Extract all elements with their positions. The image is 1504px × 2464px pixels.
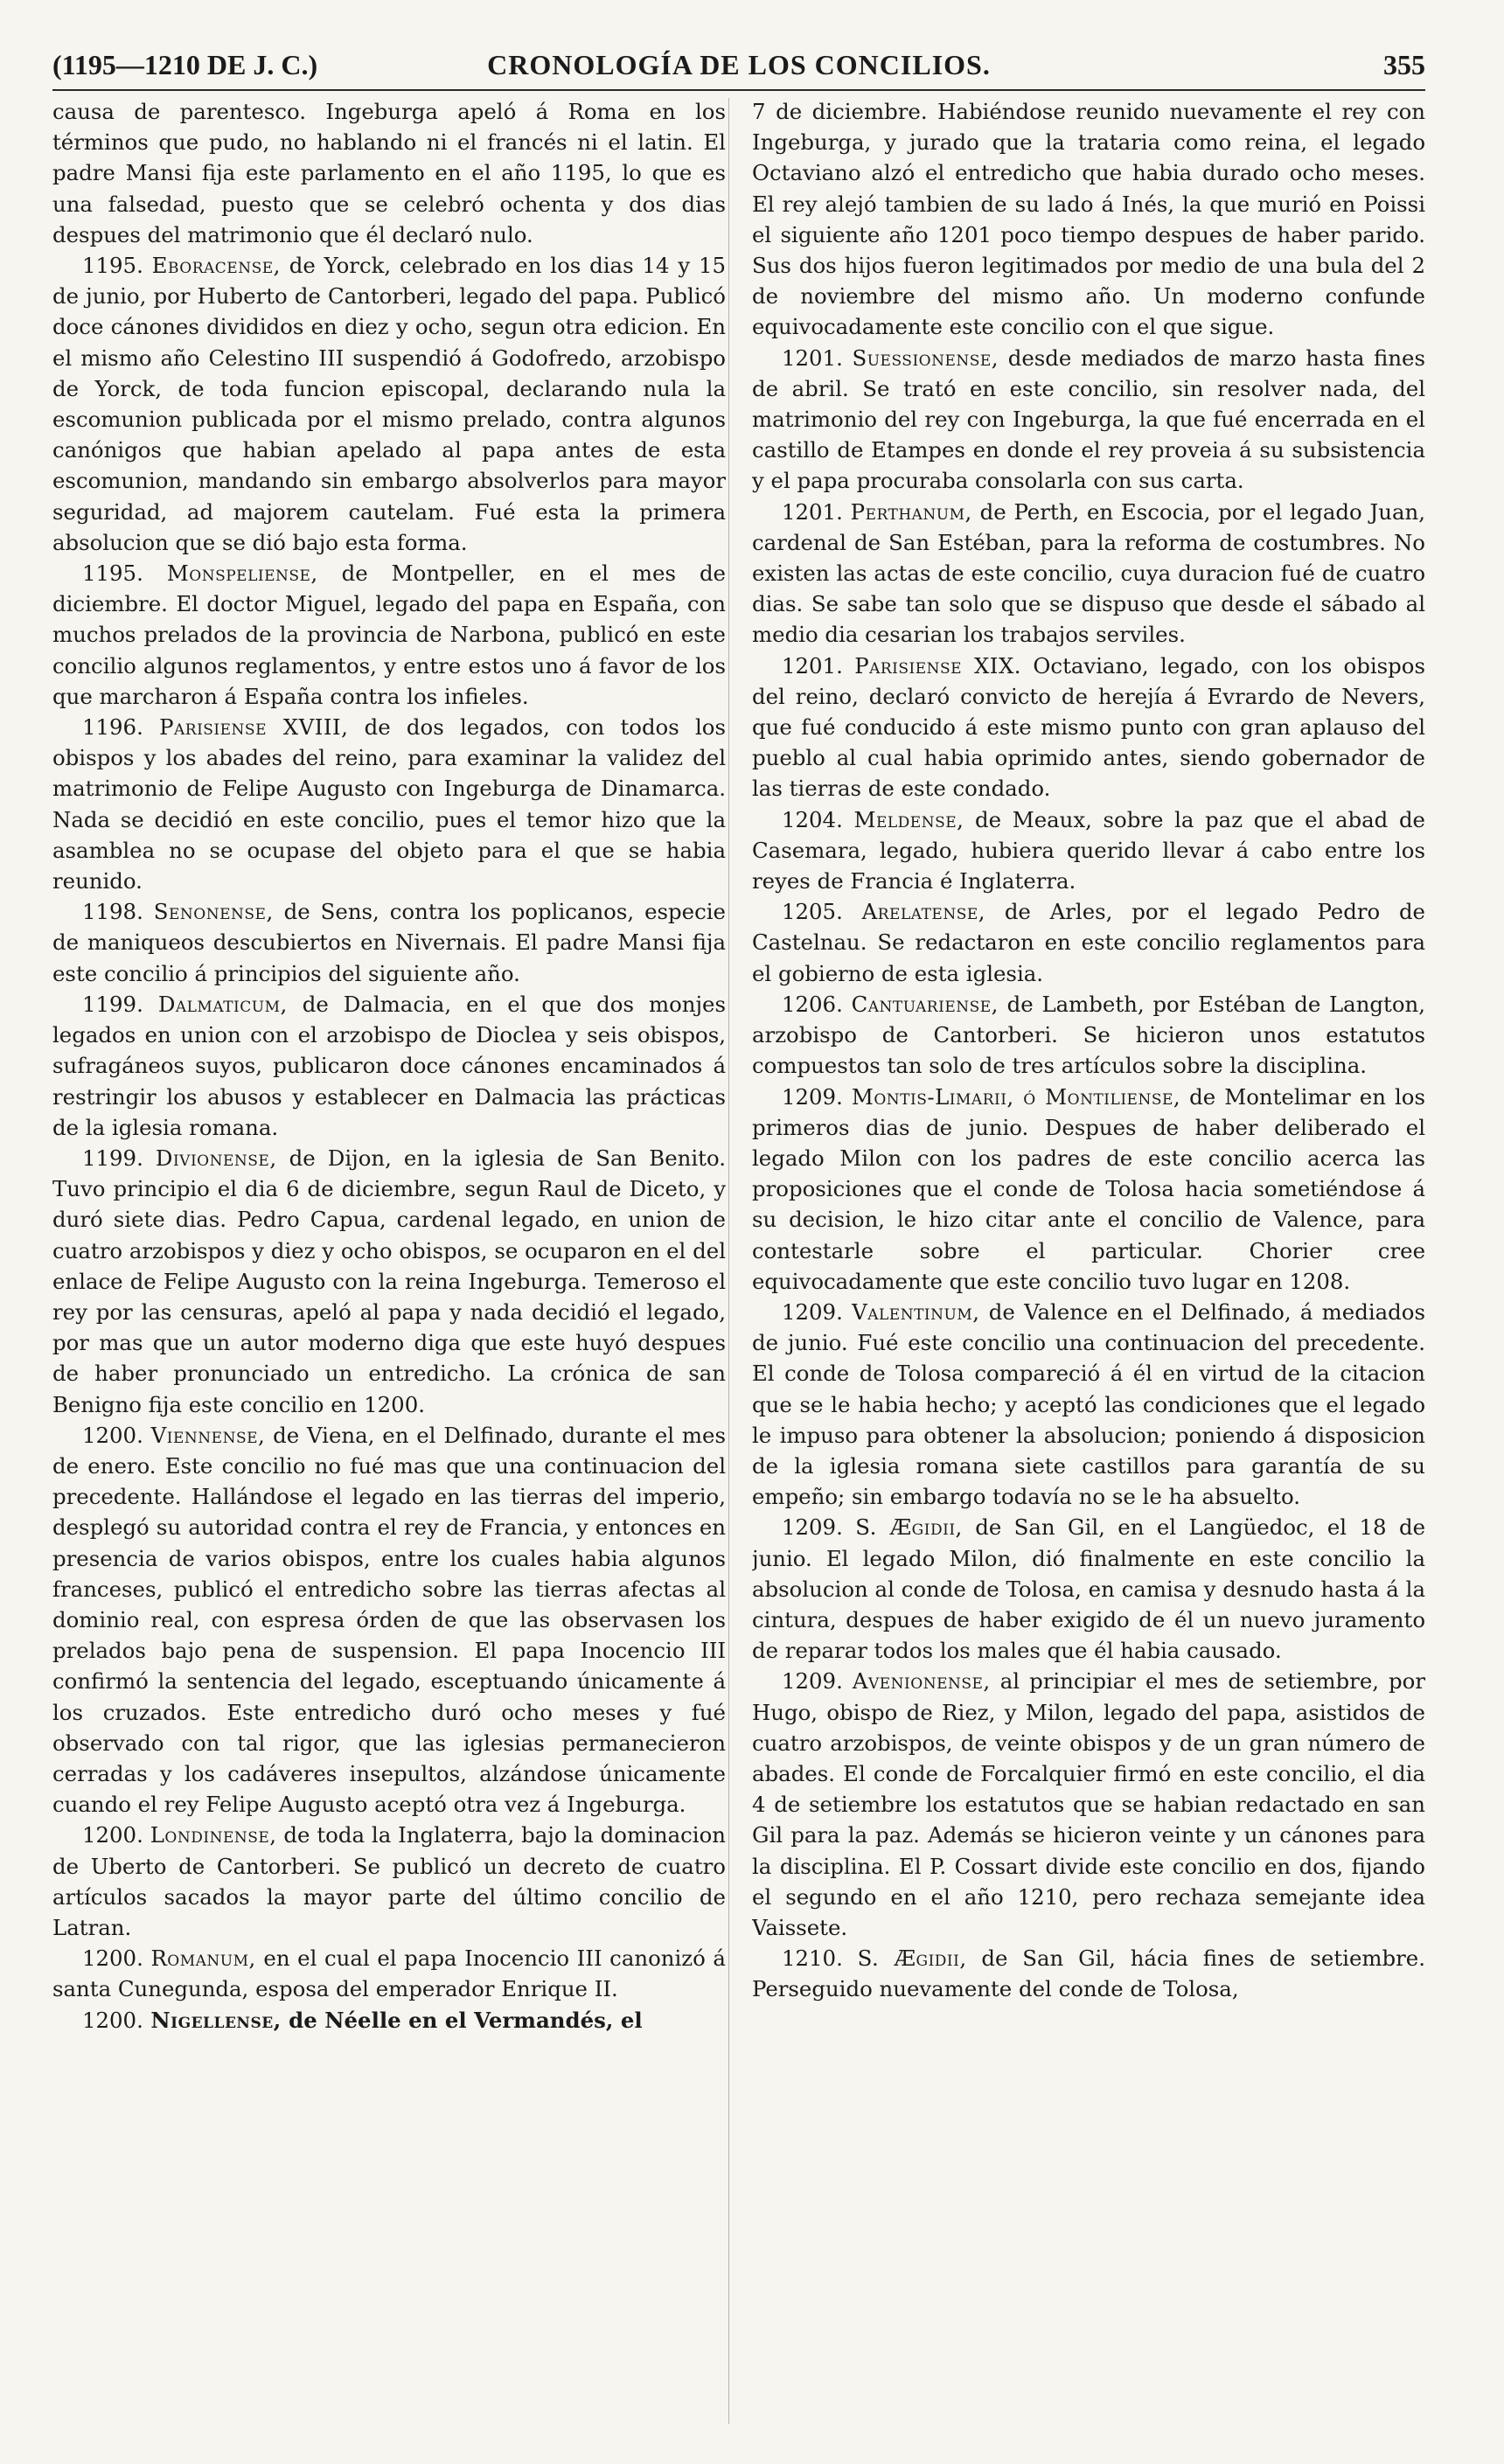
entry-year: 1199. [82, 1145, 143, 1171]
left-entries [52, 250, 726, 2005]
entry-text: desde mediados de marzo hasta fines de abril. Se trató en este concilio, sin resolver nada, del matrimonio del rey con Ingeburga, la que fué encerrada en el castillo de Etampes en donde el rey proveia á su subsistencia y el papa procuraba consolarla con sus carta. [752, 345, 1425, 494]
entry-paragraph [52, 989, 726, 1143]
entry-paragraph [52, 2005, 726, 2036]
council-name: Suessionense, [852, 345, 999, 371]
entry-year: 1204. [782, 806, 843, 832]
entry-paragraph [752, 989, 1425, 1082]
council-name: Avenionense, [852, 1668, 991, 1695]
entry-text: de Montelimar en los primeros dias de junio. Despues de haber deliberado el legado Milon con los padres de este concilio acerca las proposiciones que el conde de Tolosa hacia sometiéndose á su decision, le hizo citar ante el concilio de Valence, para contestarle sobre el particular. Chorier cree equivocadamente que este concilio tuvo lugar en 1208. [752, 1083, 1425, 1294]
entry-paragraph [52, 712, 726, 896]
entry-paragraph [752, 1943, 1425, 2004]
entry-year: 1195. [82, 253, 143, 279]
entry-paragraph [52, 1943, 726, 2004]
entry-paragraph [752, 651, 1425, 804]
entry-text: de Sens, contra los poplicanos, especie de maniqueos descubiertos en Nivernais. El padre Mansi fija este concilio á principios del siguiente año. [52, 899, 726, 986]
entry-text: de dos legados, con todos los obispos y los abades del reino, para examinar la validez del matrimonio de Felipe Augusto con Ingeburga de Dinamarca. Nada se decidió en este concilio, pues el temor hizo que la asamblea no se ocupase del objeto para el que se habia reunido. [52, 714, 726, 894]
entry-paragraph [752, 1297, 1425, 1512]
entry-paragraph [752, 1512, 1425, 1666]
council-name: Divionense, [155, 1145, 277, 1171]
council-name: Meldense, [853, 806, 964, 832]
entry-year: 1195. [82, 560, 143, 587]
page-number: 355 [1383, 49, 1425, 80]
council-name: Londinense, [150, 1822, 277, 1848]
entry-text: de Perth, en Escocia, por el legado Juan, cardenal de San Estéban, para la reforma de costumbres. No existen las actas de este concilio, cuya duracion fué de cuatro dias. Se sabe tan solo que se dispuso que desde el sábado al medio dia cesarian los trabajos serviles. [752, 498, 1425, 648]
entry-text: en el cual el papa Inocencio III canonizó á santa Cunegunda, esposa del emperador Enrique II. [52, 1945, 726, 2002]
entry-year: 1199. [82, 991, 143, 1017]
council-name: Valentinum, [852, 1298, 980, 1325]
entry-text: Octaviano, legado, con los obispos del reino, declaró convicto de herejía á Evrardo de Nevers, que fué conducido á este mismo punto con gran aplauso del pueblo al cual habia oprimido antes, siendo gobernador de las tierras de este condado. [752, 652, 1425, 802]
entry-text: de Lambeth, por Estéban de Langton, arzobispo de Cantorberi. Se hicieron unos estatutos compuestos tan solo de tres artículos sobre la disciplina. [752, 991, 1425, 1079]
continuation-paragraph: causa de parentesco. Ingeburga apeló á Roma en los términos que pudo, no hablando ni el francés ni el latin. El padre Mansi fija este parlamento en el año 1195, lo que es una falsedad, puesto que se celebró ochenta y dos dias despues del matrimonio que él declaró nulo. [52, 99, 726, 247]
entry-text: de San Gil, hácia fines de setiembre. Perseguido nuevamente del conde de Tolosa, [752, 1945, 1425, 2002]
header-date-range: (1195—1210 DE J. C.) [52, 49, 318, 80]
entry-text: de Montpeller, en el mes de diciembre. El doctor Miguel, legado del papa en España, con muchos prelados de la provincia de Narbona, publicó en este concilio algunos reglamentos, y entre estos uno á favor de los que marcharon á España contra los infieles. [52, 560, 726, 709]
running-title: CRONOLOGÍA DE LOS CONCILIOS. [487, 49, 991, 80]
entry-paragraph [752, 1666, 1425, 1943]
council-name: Viennense, [150, 1422, 266, 1448]
entry-paragraph [752, 896, 1425, 989]
entry-year: 1206. [782, 991, 843, 1017]
entry-text: de Valence en el Delfinado, á mediados de junio. Fué este concilio una continuacion del precedente. El conde de Tolosa compareció á él en virtud de la citacion que se le habia hecho; y aceptó las condiciones que el legado le impuso para obtener la absolucion; poniendo á disposicion de la iglesia romana siete castillos para garantía de su empeño; sin embargo todavía no se le ha absuelto. [752, 1298, 1425, 1510]
council-name: Dalmaticum, [157, 991, 288, 1017]
entry-year: 1210. [782, 1945, 843, 1972]
council-name: Arelatense, [861, 899, 986, 925]
council-name: Romanum, [150, 1945, 256, 1972]
right-column [752, 96, 1425, 2435]
page-header [52, 44, 1425, 91]
entry-paragraph [52, 1420, 726, 1820]
entry-text: de Néelle en el Vermandés, el [281, 2007, 643, 2033]
council-name: Senonense, [153, 899, 274, 925]
entry-text: de toda la Inglaterra, bajo la dominacion de Uberto de Cantorberi. Se publicó un decreto de cuatro artículos sacados la mayor parte del último concilio de Latran. [52, 1822, 726, 1940]
entry-year: 1200. [82, 1945, 143, 1972]
entry-year: 1198. [82, 899, 143, 925]
column-divider [728, 98, 729, 2424]
right-entries [752, 343, 1425, 2005]
council-name: Eboracense, [151, 253, 281, 279]
council-name: Cantuariense, [851, 991, 999, 1017]
entry-paragraph [752, 804, 1425, 897]
entry-year: 1205. [782, 899, 843, 925]
entry-year: 1196. [82, 714, 143, 741]
entry-paragraph [52, 250, 726, 558]
entry-paragraph [52, 558, 726, 712]
council-name: Monspeliense, [166, 560, 318, 587]
entry-year: 1201. [782, 498, 843, 525]
entry-text: de Dijon, en la iglesia de San Benito. Tuvo principio el dia 6 de diciembre, segun Raul de Diceto, y duró siete dias. Pedro Capua, cardenal legado, en union de cuatro arzobispos y diez y ocho obispos, se ocuparon en el del enlace de Felipe Augusto con la reina Ingeburga. Temeroso el rey por las censuras, apeló al papa y nada decidió el legado, por mas que un autor moderno diga que este huyó despues de haber pronunciado un entredicho. La crónica de san Benigno fija este concilio en 1200. [52, 1145, 726, 1417]
entry-text: de Viena, en el Delfinado, durante el mes de enero. Este concilio no fué mas que una continuacion del precedente. Hallándose el legado en las tierras del imperio, desplegó su autoridad contra el rey de Francia, y entonces en presencia de varios obispos, entre los cuales habia algunos franceses, publicó el entredicho sobre las tierras afectas al dominio real, con espresa órden de que las observasen los prelados bajo pena de suspension. El papa Inocencio III confirmó la sentencia del legado, esceptuando únicamente á los cruzados. Este entredicho duró ocho meses y fué observado con tal rigor, que las iglesias permanecieron cerradas y los cadáveres insepultos, alzándose únicamente cuando el rey Felipe Augusto aceptó otra vez á Ingeburga. [52, 1422, 726, 1818]
council-name: S. Ægidii, [857, 1945, 967, 1972]
entry-year: 1201. [782, 345, 843, 371]
left-column [52, 96, 726, 2435]
entry-paragraph [752, 497, 1425, 651]
council-name: Perthanum, [850, 498, 972, 525]
entry-year: 1200. [82, 2007, 143, 2033]
entry-text: de Yorck, celebrado en los dias 14 y 15 de junio, por Huberto de Cantorberi, legado del papa. Publicó doce cánones divididos en diez y ocho, segun otra edicion. En el mismo año Celestino III suspendió á Godofredo, arzobispo de Yorck, de toda funcion episcopal, declarando nula la escomunion publicada por el mismo prelado, contra algunos canónigos que habian apelado al papa antes de esta escomunion, mandando sin embargo absolverlos para mayor seguridad, ad majorem cautelam. Fué esta la primera absolucion que se dió bajo esta forma. [52, 253, 726, 555]
entry-text: de Meaux, sobre la paz que el abad de Casemara, legado, hubiera querido llevar á cabo entre los reyes de Francia é Inglaterra. [752, 806, 1425, 894]
entry-year: 1200. [82, 1422, 143, 1448]
entry-text: de San Gil, en el Langüedoc, el 18 de junio. El legado Milon, dió finalmente en este concilio la absolucion al conde de Tolosa, en camisa y desnudo hasta á la cintura, despues de haber exigido de él un nuevo juramento de reparar todos los males que él habia causado. [752, 1514, 1425, 1664]
council-name: Parisiense XIX. [854, 652, 1022, 679]
entry-year: 1209. [782, 1514, 843, 1541]
entry-paragraph [52, 1820, 726, 1943]
council-name: S. Ægidii, [855, 1514, 963, 1541]
entry-text: de Dalmacia, en el que dos monjes legados en union con el arzobispo de Dioclea y seis obispos, sufragáneos suyos, publicaron doce cánones encaminados á restringir los abusos y establecer en Dalmacia las prácticas de la iglesia romana. [52, 991, 726, 1140]
entry-text: de Arles, por el legado Pedro de Castelnau. Se redactaron en este concilio reglamentos para el gobierno de esta iglesia. [752, 899, 1425, 986]
entry-text: al principiar el mes de setiembre, por Hugo, obispo de Riez, y Milon, legado del papa, asistidos de cuatro arzobispos, de veinte obispos y de un gran número de abades. El conde de Forcalquier firmó en este concilio, el dia 4 de setiembre los estatutos que se habian redactado en san Gil para la paz. Además se hicieron veinte y un cánones para la disciplina. El P. Cossart divide este concilio en dos, fijando el segundo en el año 1210, pero rechaza semejante idea Vaissete. [752, 1668, 1425, 1940]
entry-year: 1209. [782, 1298, 843, 1325]
entry-paragraph [52, 896, 726, 989]
entry-year: 1209. [782, 1083, 843, 1110]
council-name: Montis-Limarii, ó Montiliense, [851, 1083, 1181, 1110]
entry-year: 1200. [82, 1822, 143, 1848]
continuation-paragraph: 7 de diciembre. Habiéndose reunido nuevamente el rey con Ingeburga, y jurado que la trataria como reina, el legado Octaviano alzó el entredicho que habia durado ocho meses. El rey alejó tambien de su lado á Inés, la que murió en Poissi el siguiente año 1201 poco tiempo despues de haber parido. Sus dos hijos fueron legitimados por medio de una bula del 2 de noviembre del mismo año. Un moderno confunde equivocadamente este concilio con el que sigue. [752, 99, 1425, 340]
council-name: Parisiense XVIII, [159, 714, 349, 741]
entry-paragraph [752, 343, 1425, 497]
entry-year: 1209. [782, 1668, 843, 1695]
entry-year: 1201. [782, 652, 843, 679]
entry-paragraph [52, 1143, 726, 1420]
council-name: Nigellense, [150, 2007, 282, 2033]
entry-paragraph [752, 1082, 1425, 1297]
